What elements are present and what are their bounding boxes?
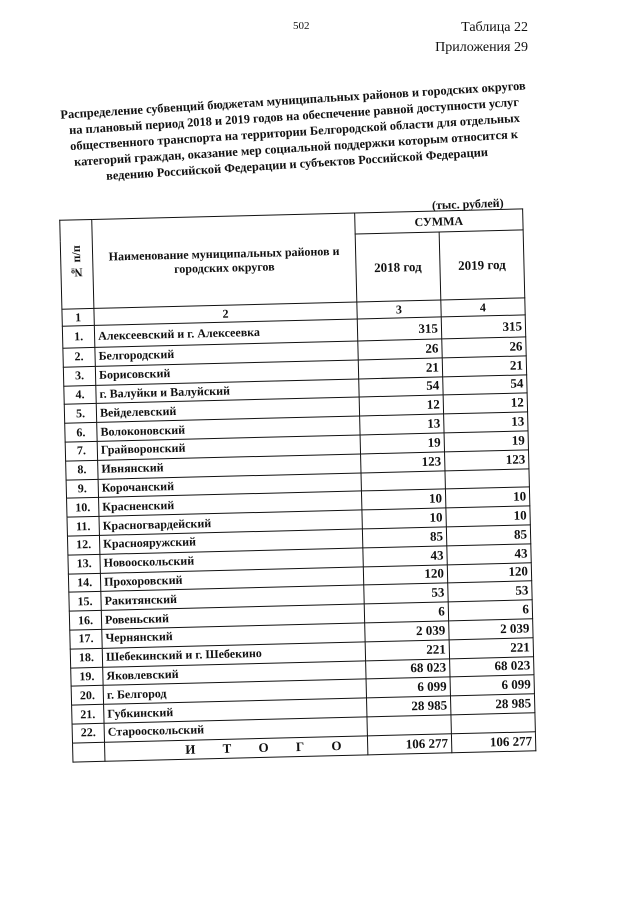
row-value-2018: 6 [364, 602, 448, 623]
row-value-2018: 85 [362, 527, 446, 548]
row-name: Прохоровский [100, 566, 363, 591]
table-label: Таблица 22 [461, 20, 528, 35]
row-value-2018: 54 [359, 377, 443, 398]
appendix-label: Приложения 29 [435, 40, 528, 55]
row-value-2019: 53 [448, 581, 533, 602]
row-value-2018: 10 [361, 489, 445, 510]
row-name: Новооскольский [100, 548, 363, 573]
row-value-2019: 315 [441, 315, 526, 339]
row-value-2018: 26 [358, 339, 442, 360]
row-value-2018: 315 [357, 317, 442, 341]
row-number: 16. [69, 610, 101, 630]
row-value-2019: 123 [444, 450, 529, 471]
row-name: Красненский [99, 491, 362, 516]
row-number: 9. [66, 479, 98, 499]
row-name: Ракитянский [101, 585, 364, 610]
row-number: 3. [63, 366, 95, 386]
row-number: 17. [70, 629, 102, 649]
row-value-2019: 26 [442, 337, 527, 358]
row-value-2018 [361, 470, 445, 491]
row-value-2019: 28 985 [450, 694, 535, 715]
row-number: 14. [68, 573, 100, 593]
row-number: 8. [66, 460, 98, 480]
row-name: г. Белгород [103, 679, 366, 704]
row-number: 11. [67, 517, 99, 537]
column-index: 1 [62, 308, 94, 326]
subvention-table-wrap [59, 208, 537, 779]
column-index: 2 [94, 302, 357, 325]
row-name: Борисовский [95, 360, 358, 385]
row-name: Чернянский [102, 623, 365, 648]
row-value-2018: 123 [360, 452, 444, 473]
row-value-2018: 53 [364, 583, 448, 604]
row-value-2018: 2 039 [365, 621, 449, 642]
row-value-2019: 21 [442, 356, 527, 377]
column-index: 3 [357, 300, 441, 319]
row-name: Алексеевский и г. Алексеевка [94, 319, 357, 347]
header-2019: 2019 год [439, 230, 525, 300]
header-2018: 2018 год [355, 232, 441, 302]
row-number: 15. [69, 592, 101, 612]
total-label: И Т О Г О [105, 736, 368, 761]
row-name: Вейделевский [96, 397, 359, 422]
total-2018: 106 277 [367, 734, 451, 755]
row-value-2019 [445, 468, 530, 489]
row-value-2018: 28 985 [366, 696, 450, 717]
row-value-2019: 10 [445, 487, 530, 508]
row-value-2019: 19 [444, 431, 529, 452]
row-number: 4. [64, 385, 96, 405]
row-value-2019: 43 [447, 544, 532, 565]
row-number: 7. [65, 441, 97, 461]
row-value-2019: 221 [449, 638, 534, 659]
row-name: Корочанский [98, 473, 361, 498]
row-name: Яковлевский [103, 660, 366, 685]
row-value-2019: 68 023 [449, 656, 534, 677]
row-value-2018: 6 099 [366, 677, 450, 698]
row-name: Грайворонский [97, 435, 360, 460]
row-name: Ивнянский [98, 454, 361, 479]
row-number: 22. [72, 723, 104, 743]
row-value-2018: 19 [360, 433, 444, 454]
row-name: г. Валуйки и Валуйский [96, 379, 359, 404]
row-value-2018: 43 [363, 546, 447, 567]
header-sum: СУММА [355, 209, 524, 234]
row-name: Шебекинский и г. Шебекино [102, 642, 365, 667]
row-value-2019: 85 [446, 525, 531, 546]
row-value-2019: 10 [446, 506, 531, 527]
row-value-2018: 21 [358, 358, 442, 379]
row-number: 6. [65, 423, 97, 443]
row-value-2019: 13 [444, 412, 529, 433]
row-number: 18. [70, 648, 102, 668]
row-number: 10. [67, 498, 99, 518]
row-value-2019: 6 099 [450, 675, 535, 696]
row-value-2018: 12 [359, 395, 443, 416]
table-body [62, 315, 535, 743]
row-number: 1. [62, 325, 95, 348]
row-name: Губкинский [104, 698, 367, 723]
row-number: 20. [71, 686, 103, 706]
row-number: 5. [64, 404, 96, 424]
row-name: Старооскольский [104, 717, 367, 742]
page-number: 502 [293, 20, 310, 32]
row-value-2019: 54 [443, 374, 528, 395]
row-value-2019: 12 [443, 393, 528, 414]
header-name: Наименование муниципальных районов и городских округов [92, 213, 357, 308]
row-name: Волоконовский [97, 416, 360, 441]
row-number: 12. [67, 535, 99, 555]
row-value-2019 [451, 713, 536, 734]
row-name: Ровеньский [101, 604, 364, 629]
row-number: 2. [63, 347, 95, 367]
row-value-2019: 2 039 [449, 619, 534, 640]
row-number: 21. [72, 704, 104, 724]
document-title: Распределение субвенций бюджетам муниципальных районов и городских округов на плановый период 2018 и 2019 годов на обеспечение равной доступности услуг общественного транспорта на территории Белгородской области для отдельных категорий граждан, оказание мер социальной поддержки которым относится к ведению Российской Федерации и субъектов Российской Федерации [59, 78, 527, 183]
units-label: (тыс. рублей) [431, 195, 504, 213]
total-2019: 106 277 [451, 732, 536, 753]
row-name: Красногвардейский [99, 510, 362, 535]
row-number: 13. [68, 554, 100, 574]
row-value-2018: 13 [359, 414, 443, 435]
header-num: № п/п [60, 219, 94, 309]
row-value-2018 [367, 715, 451, 736]
subvention-table [59, 208, 536, 762]
row-number: 19. [71, 667, 103, 687]
row-value-2018: 120 [363, 564, 447, 585]
row-value-2019: 6 [448, 600, 533, 621]
column-index: 4 [441, 298, 525, 317]
row-value-2018: 10 [362, 508, 446, 529]
row-name: Краснояружский [99, 529, 362, 554]
row-value-2018: 221 [365, 640, 449, 661]
row-value-2018: 68 023 [365, 658, 449, 679]
row-name: Белгородский [95, 341, 358, 366]
row-value-2019: 120 [447, 562, 532, 583]
